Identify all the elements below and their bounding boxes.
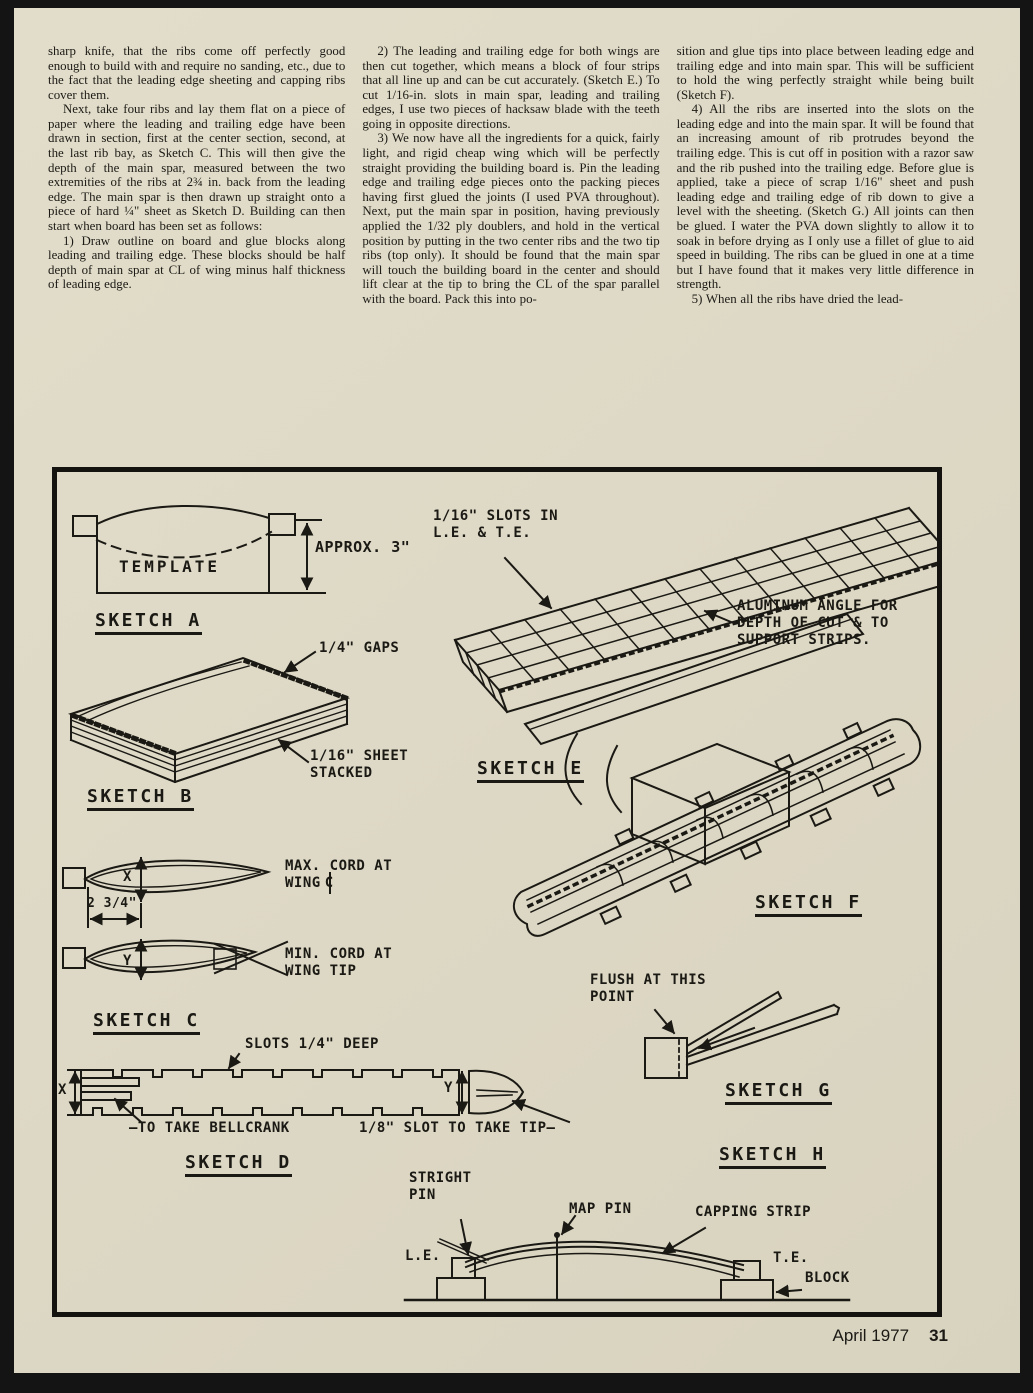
bellcrank-label: —TO TAKE BELLCRANK xyxy=(129,1120,290,1136)
capping-strip-label: CAPPING STRIP xyxy=(695,1204,812,1220)
gaps-label: 1/4" GAPS xyxy=(319,640,400,656)
paragraph: sition and glue tips into place between leading edge and trailing edge and into main spar. This will be sufficient to hold the wing perfectly straight while being built (Sketch F). xyxy=(676,44,974,102)
sketch-a-title: SKETCH A xyxy=(95,610,202,635)
article-text xyxy=(48,44,974,306)
x-cord-label: X xyxy=(123,869,132,885)
paragraph: 1) Draw outline on board and glue blocks along leading and trailing edge. These blocks should be half depth of main spar at CL of wing minus half thickness of leading edge. xyxy=(48,233,346,292)
aluminum-angle-label: ALUMINUM ANGLE FOR DEPTH OF CUT & TO SUPPORT STRIPS. xyxy=(737,598,898,648)
paragraph: 4) All the ribs are inserted into the slots on the leading edge and into the main spar. It will be found that an increasing amount of rib protrudes beyond the trailing edge. This is cut off in position with a razor saw and the rib pushed into the trailing edge. Before glue is applied, take a piece of scrap 1/16" sheet and push leading edge and trailing edge of rib down to give a level with the sheeting. (Sketch G.) All joints can then be glued. I water the PVA down slightly to allow it to soak in before drying as I only use a fillet of glue to aid speed in building. The ribs can be glued in one at a time but I have found that it makes very little difference in strength. xyxy=(676,102,974,292)
sketch-c-title: SKETCH C xyxy=(93,1010,200,1035)
paragraph: Next, take four ribs and lay them flat on a piece of paper where the leading and trailing edge have been drawn in section, first at the center section, second, at the last rib bay, as Sketch C. This will then give the depth of the main spar, measured between the two extremities of the ribs at 2¾ in. back from the leading edge. The main spar is then drawn up straight onto a piece of hard ¼" sheet as Sketch D. Building can then start when board has been set as follows: xyxy=(48,102,346,233)
stright-pin-label: STRIGHT PIN xyxy=(409,1170,472,1203)
slots-le-te-label: 1/16" SLOTS IN L.E. & T.E. xyxy=(433,508,559,541)
trailing-edge-label: T.E. xyxy=(773,1250,809,1266)
block-label: BLOCK xyxy=(805,1270,850,1286)
template-label: TEMPLATE xyxy=(119,557,221,576)
paragraph: 5) When all the ribs have dried the lead- xyxy=(691,291,904,306)
sketch-f-title: SKETCH F xyxy=(755,892,862,917)
sketches-figure xyxy=(57,472,937,1312)
issue-date: April 1977 xyxy=(832,1326,910,1345)
leading-edge-label: L.E. xyxy=(405,1248,441,1264)
sketch-g-title: SKETCH G xyxy=(725,1080,832,1105)
sketch-d-title: SKETCH D xyxy=(185,1152,292,1177)
page-footer xyxy=(833,1326,948,1346)
approx-dim-label: APPROX. 3" xyxy=(315,538,411,556)
sheet-stacked-label: 1/16" SHEET STACKED xyxy=(310,748,409,781)
centerline-symbol: C xyxy=(324,874,334,891)
sketch-b-title: SKETCH B xyxy=(87,786,194,811)
paragraph: 2) The leading and trailing edge for both wings are then cut together, which means a block of four strips that all line up and can be cut accurately. (Sketch E.) To cut 1/16-in. slots in main spar, leading and trailing edges, I use two pieces of hacksaw blade with the teeth going in opposite directions. xyxy=(362,44,660,131)
page-number: 31 xyxy=(929,1326,948,1345)
min-cord-label: MIN. CORD AT WING TIP xyxy=(285,946,393,979)
magazine-page xyxy=(14,8,1020,1373)
tip-slot-label: 1/8" SLOT TO TAKE TIP— xyxy=(359,1120,556,1136)
paragraph: 3) We now have all the ingredients for a quick, fairly light, and rigid cheap wing which will be perfectly straight providing the building board is. Pin the leading edge and trailing edge pieces onto the packing pieces having first glued the joints (I used PVA throughout). Next, put the main spar in position, having previously applied the 1/32 ply doublers, and hold in the vertical position by putting in the two center ribs and the two tip ribs (top only). It should be found that the main spar will touch the building board in the center and should lift clear at the tip to bring the CL of the spar parallel with the board. Pack this into po- xyxy=(362,131,660,306)
flush-point-label: FLUSH AT THIS POINT xyxy=(590,972,707,1005)
map-pin-label: MAP PIN xyxy=(569,1201,632,1217)
spar-x-label: X xyxy=(58,1082,67,1098)
text-column-3 xyxy=(677,44,974,306)
y-cord-label: Y xyxy=(123,953,132,969)
paragraph: sharp knife, that the ribs come off perfectly good enough to build with and require no sanding, etc., due to the fact that the leading edge sheeting and capping ribs cover them. xyxy=(48,44,346,102)
sketches-figure-box xyxy=(52,467,942,1317)
text-column-1 xyxy=(48,44,345,306)
slots-deep-label: SLOTS 1/4" DEEP xyxy=(245,1036,379,1052)
spar-y-label: Y xyxy=(444,1080,453,1096)
chord-dim-label: 2 3/4" xyxy=(87,896,137,911)
text-column-2 xyxy=(362,44,659,306)
max-cord-label: MAX. CORD AT WING C xyxy=(285,858,393,891)
sketch-h-title: SKETCH H xyxy=(719,1144,826,1169)
sketch-e-title: SKETCH E xyxy=(477,758,584,783)
